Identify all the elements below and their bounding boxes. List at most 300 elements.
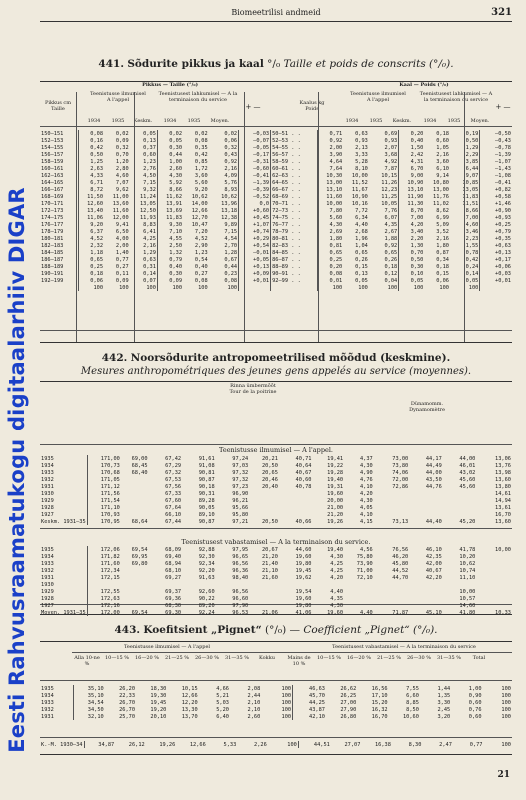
t441-cell: +0,29 bbox=[239, 235, 271, 242]
t441-cell: 9,07 bbox=[450, 172, 480, 179]
t441-cell: 5,76 bbox=[209, 179, 239, 186]
t441-cell: 6,99 bbox=[436, 214, 449, 221]
t441-appel-left: Teenistusse ilmumisel A l'appel bbox=[90, 91, 146, 103]
t441-cell: 4,60 bbox=[115, 172, 129, 179]
t441-cell: +0,05 bbox=[239, 256, 271, 263]
t441-cell: 0,25 bbox=[329, 256, 343, 263]
t442-appel-cell: 13,76 bbox=[495, 462, 511, 469]
t442-service-cell: 19,60 bbox=[295, 553, 312, 560]
t441-header-rule bbox=[40, 126, 512, 127]
t442-service-cell: 68,94 bbox=[165, 560, 182, 567]
t441-row bbox=[40, 165, 512, 172]
t441-cell: 0,42 bbox=[450, 256, 480, 263]
t443-cell: 2,45 bbox=[437, 706, 451, 713]
t443-cell: 12,20 bbox=[181, 699, 198, 706]
t441-cell: 100 bbox=[439, 284, 449, 291]
t442-appel-cell: 67,29 bbox=[165, 462, 182, 469]
t441-cell: 0,19 bbox=[450, 130, 480, 137]
t443-col-head: 26—30 % bbox=[194, 655, 220, 661]
t441-cell: 2,70 bbox=[209, 242, 239, 249]
t443-avg-cell: 5,33 bbox=[223, 741, 237, 748]
t441-cell: —0,01 bbox=[239, 249, 271, 256]
t442-service-cell: 4,40 bbox=[330, 588, 344, 595]
t443-avg-cell: 26,12 bbox=[128, 741, 145, 748]
t441-cell: 4,33 bbox=[90, 172, 104, 179]
t441-cell: 0,85 bbox=[194, 158, 208, 165]
t442-service-cell: 92,88 bbox=[198, 546, 215, 553]
t441-cell: +0,35 bbox=[495, 235, 511, 242]
t441-cell: 10,05 bbox=[369, 200, 399, 207]
t441-cell: 9,14 bbox=[436, 172, 449, 179]
t441-row bbox=[40, 270, 512, 277]
t443-group-rule bbox=[72, 652, 512, 653]
t441-cell: 11,50 bbox=[87, 193, 104, 200]
t441-cell: 4,54 bbox=[209, 235, 239, 242]
t441-cell: 0,13 bbox=[130, 137, 158, 144]
t443-cell: 100 bbox=[501, 713, 511, 720]
t441-cell: 2,16 bbox=[130, 242, 158, 249]
t442-service-cell: 19,54 bbox=[295, 588, 312, 595]
t442-appel-cell: 68,40 bbox=[131, 469, 148, 476]
t441-cell: 0,32 bbox=[115, 144, 129, 151]
t443-cell: 26,20 bbox=[119, 685, 136, 692]
t443-cell: 1934 bbox=[40, 692, 73, 699]
t442-service-cell bbox=[374, 602, 410, 609]
t441-cell: —1,08 bbox=[495, 172, 511, 179]
t442-appel-cell bbox=[443, 511, 477, 518]
t442-appel-cell: 19,28 bbox=[327, 469, 344, 476]
t442-appel-cell: 19,41 bbox=[327, 455, 344, 462]
table-443-avg bbox=[40, 741, 512, 748]
t442-service-cell bbox=[409, 588, 443, 595]
t441-cell: 166—167 bbox=[40, 186, 78, 193]
t442-service-cell: 171,82 bbox=[100, 553, 120, 560]
t442-service-cell: 172,55 bbox=[100, 588, 120, 595]
t441-cell: 0,26 bbox=[369, 256, 399, 263]
t442-service-cell: Moyen. 1931—35 bbox=[41, 609, 86, 616]
t441-cell: 1,72 bbox=[194, 165, 208, 172]
t443-cell: 16,56 bbox=[371, 685, 388, 692]
t441-cell: 2,32 bbox=[90, 242, 104, 249]
t442-appel-row bbox=[40, 497, 512, 504]
t441-cell: 0,69 bbox=[369, 130, 399, 137]
t441-cell: 68—69 . . bbox=[271, 193, 318, 200]
t443-cell: 26,70 bbox=[119, 706, 136, 713]
t441-cell: 0,71 bbox=[329, 130, 343, 137]
t441-cell: 184—185 bbox=[40, 249, 78, 256]
t443-cell: 100 bbox=[501, 692, 511, 699]
t442-appel-cell: 4,76 bbox=[359, 476, 373, 483]
t442-appel-cell: 67,56 bbox=[165, 483, 182, 490]
t441-cell: 8,62 bbox=[436, 207, 449, 214]
t442-service-cell: 44,60 bbox=[295, 546, 312, 553]
t442-service-cell: 4,25 bbox=[330, 560, 344, 567]
t441-cell: 4,20 bbox=[410, 221, 424, 228]
t441-cell: 12,70 bbox=[191, 214, 208, 221]
t441-cell: 12,38 bbox=[209, 214, 239, 221]
t442-service-cell: 41,78 bbox=[459, 546, 476, 553]
t441-cell: 1,00 bbox=[169, 158, 183, 165]
t441-cell: 0,04 bbox=[369, 277, 399, 284]
t441-cell: +0,13 bbox=[239, 263, 271, 270]
t442-appel-cell: 13,60 bbox=[495, 476, 511, 483]
t443-col-head: 10—15 % bbox=[316, 655, 342, 661]
t442-appel-cell bbox=[374, 497, 410, 504]
t442-service-cell: 172,63 bbox=[100, 595, 120, 602]
t441-cell: 6,44 bbox=[450, 165, 480, 172]
table-443-title-unit: (°/₀) bbox=[264, 624, 287, 636]
t442-service-cell: 96,36 bbox=[232, 567, 249, 574]
t442-appel-cell: 73,13 bbox=[392, 518, 409, 525]
t441-cell: 0,05 bbox=[355, 277, 368, 284]
t441-cell: 0,05 bbox=[450, 277, 480, 284]
t442-appel-cell: 171,05 bbox=[100, 476, 120, 483]
t442-appel-cell: 14,94 bbox=[495, 497, 511, 504]
t441-appel-right: Teenistusse ilmumisel A l'appel bbox=[350, 91, 406, 103]
t443-cell: 1933 bbox=[40, 699, 73, 706]
t441-cell: 0,01 bbox=[329, 277, 343, 284]
t441-cell: 0,15 bbox=[436, 270, 449, 277]
t441-cell: 0,43 bbox=[209, 151, 239, 158]
t441-cell: —1,39 bbox=[239, 179, 271, 186]
t441-cell: 4,64 bbox=[329, 158, 343, 165]
t441-moyen-d: Moyen. bbox=[470, 118, 490, 124]
t442-service-cell: 172,15 bbox=[100, 574, 120, 581]
t441-cell: 13,00 bbox=[433, 186, 449, 193]
t441-row bbox=[40, 186, 512, 193]
t441-cell: 100 bbox=[450, 284, 480, 291]
t441-cell: 0,10 bbox=[410, 270, 424, 277]
t441-cell: 52—53 . . bbox=[271, 137, 318, 144]
t441-cell: 2,42 bbox=[410, 151, 424, 158]
t441-cell: 11,93 bbox=[130, 214, 158, 221]
t442-service-cell: 21,40 bbox=[261, 560, 278, 567]
t441-cell: 9,20 bbox=[90, 221, 104, 228]
t441-cell: 158—159 bbox=[40, 158, 78, 165]
t443-avg-rule bbox=[40, 737, 512, 738]
t442-appel-cell: 45,60 bbox=[459, 476, 476, 483]
t441-row bbox=[40, 144, 512, 151]
t443-cell: 19,20 bbox=[150, 706, 167, 713]
t442-service-cell: 69,95 bbox=[131, 553, 148, 560]
t443-cell: 19,30 bbox=[150, 692, 167, 699]
t441-cell: 76—77 . . bbox=[271, 221, 318, 228]
t442-service-cell: 21,10 bbox=[261, 567, 278, 574]
t442-service-cell: 71,00 bbox=[356, 567, 373, 574]
running-head-title: Biomeetrilisi andmeid bbox=[231, 8, 321, 17]
t441-cell: 13,69 bbox=[166, 207, 183, 214]
t442-service-cell: 1927 bbox=[40, 602, 87, 609]
t441-cell: 1,80 bbox=[436, 242, 449, 249]
t442-appel-cell: 45,60 bbox=[459, 483, 476, 490]
t442-appel-cell: 20,00 bbox=[327, 497, 344, 504]
t442-service-cell bbox=[344, 602, 374, 609]
t442-service-cell: 1935 bbox=[40, 546, 87, 553]
table-443-title-et: Koefitsient „Pignet“ bbox=[143, 624, 262, 636]
t442-service-cell: 72,10 bbox=[356, 574, 373, 581]
t441-cell: 2,60 bbox=[169, 165, 183, 172]
t441-cell: 180—181 bbox=[40, 235, 78, 242]
t443-cell: 3,20 bbox=[437, 713, 451, 720]
t443-col-head: Mains de 10 % bbox=[287, 655, 311, 667]
t443-cell: 1931 bbox=[40, 713, 73, 720]
t442-appel-row bbox=[40, 469, 512, 476]
t443-cell: 34,54 bbox=[87, 699, 104, 706]
t441-cell: 100 bbox=[369, 284, 399, 291]
t441-cell: 0,02 bbox=[115, 130, 129, 137]
t442-appel-cell: 13,80 bbox=[495, 483, 511, 490]
t441-cell: +0,82 bbox=[495, 186, 511, 193]
t443-row bbox=[40, 685, 512, 692]
t441-cell: —1,39 bbox=[495, 151, 511, 158]
t443-cell: 13,30 bbox=[181, 706, 198, 713]
t441-cell: 8,66 bbox=[450, 207, 480, 214]
t442-service-cell: 92,34 bbox=[198, 560, 215, 567]
t442-appel-cell: 90,81 bbox=[198, 469, 215, 476]
t443-cell: 2,60 bbox=[247, 713, 261, 720]
t442-service-cell: 1931 bbox=[40, 574, 87, 581]
t441-cell: 1,80 bbox=[329, 235, 343, 242]
t442-service-cell bbox=[443, 581, 477, 588]
t441-cell: 1,32 bbox=[169, 249, 183, 256]
t441-cell: 164—165 bbox=[40, 179, 78, 186]
t441-cell: 12,00 bbox=[112, 214, 129, 221]
t441-cell: 3,85 bbox=[450, 158, 480, 165]
t441-cell: 3,68 bbox=[369, 151, 399, 158]
t441-cell: 88—89 . . bbox=[271, 263, 318, 270]
t441-cell: 152—153 bbox=[40, 137, 78, 144]
t442-appel-cell: 1934 bbox=[40, 462, 87, 469]
running-head bbox=[40, 6, 512, 22]
t441-cell: 0,40 bbox=[410, 137, 424, 144]
t441-cell: 9,62 bbox=[115, 186, 129, 193]
t441-cell: 50—51 . . bbox=[271, 130, 318, 137]
t441-cell: 100 bbox=[93, 284, 104, 291]
t441-cell: 0,63 bbox=[355, 130, 368, 137]
t441-cell: 7,15 bbox=[130, 179, 158, 186]
t441-cell: 0,50 bbox=[410, 256, 424, 263]
t442-appel-cell: 74,06 bbox=[392, 469, 409, 476]
t443-cell: 18,30 bbox=[150, 685, 167, 692]
t443-avg-cell: 100 bbox=[268, 741, 299, 748]
t441-cell: 11,67 bbox=[351, 186, 368, 193]
t443-col-head: 26—30 % bbox=[406, 655, 432, 661]
t441-cell: 188—189 bbox=[40, 263, 78, 270]
t441-cell: 4,50 bbox=[130, 172, 158, 179]
t443-cell: 8,85 bbox=[406, 699, 419, 706]
t442-appel-cell: 67,64 bbox=[165, 504, 182, 511]
t442-service-cell: 68,30 bbox=[165, 602, 182, 609]
t441-stub-right: Kaalus kg Poids bbox=[299, 100, 325, 112]
t442-service-cell bbox=[409, 595, 443, 602]
t442-service-cell: 69,37 bbox=[165, 588, 182, 595]
t441-cell: 4,31 bbox=[410, 158, 424, 165]
t442-appel-cell: 95,80 bbox=[232, 511, 249, 518]
t442-appel-cell: 21,00 bbox=[327, 504, 344, 511]
t441-cell: 11,06 bbox=[87, 214, 104, 221]
t441-plusminus-right: + — bbox=[495, 103, 511, 111]
t443-cell: 100 bbox=[501, 706, 511, 713]
table-441-title-et: Sõdurite pikkus ja kaal bbox=[127, 58, 264, 70]
t441-cell: —0,50 bbox=[495, 130, 511, 137]
t441-cell: 1,23 bbox=[130, 158, 158, 165]
t441-cell: +0,60 bbox=[239, 207, 271, 214]
t442-appel-cell bbox=[409, 504, 443, 511]
t441-cell: +0,13 bbox=[495, 249, 511, 256]
t441-cell: 5,60 bbox=[194, 179, 208, 186]
t442-service-cell: 69,27 bbox=[165, 574, 182, 581]
t443-cell: 5,21 bbox=[216, 692, 229, 699]
t441-cell: 0,78 bbox=[450, 249, 480, 256]
t441-cell: 11,62 bbox=[166, 193, 183, 200]
t441-cell: 2,90 bbox=[194, 242, 208, 249]
t441-cell: 4,30 bbox=[329, 221, 343, 228]
t441-cell: 0,0 bbox=[239, 200, 271, 207]
t442-service-cell: 19,80 bbox=[295, 560, 312, 567]
t441-cell: 70—71 . . bbox=[271, 200, 318, 207]
t441-cell: 1,20 bbox=[115, 158, 129, 165]
t442-appel-cell bbox=[374, 504, 410, 511]
t442-service-cell bbox=[344, 588, 374, 595]
t441-cell: 7,10 bbox=[169, 228, 183, 235]
t442-appel-cell: 90,05 bbox=[198, 504, 215, 511]
t441-row bbox=[40, 207, 512, 214]
t441-cell: 10,47 bbox=[191, 221, 208, 228]
t442-appel-cell: 4,30 bbox=[359, 462, 373, 469]
t442-service-cell: 44,70 bbox=[392, 574, 409, 581]
t442-appel-cell: 4,10 bbox=[359, 483, 373, 490]
t442-service-cell: 96,56 bbox=[232, 560, 249, 567]
t442-appel-cell: 90,87 bbox=[198, 518, 215, 525]
t442-service-cell: 96,65 bbox=[232, 553, 249, 560]
t442-service-cell: 69,54 bbox=[131, 609, 148, 616]
t443-col-head: Alla 10-ne % bbox=[74, 655, 100, 667]
t441-cell: 6,10 bbox=[436, 165, 449, 172]
t441-cell: 8,10 bbox=[355, 165, 368, 172]
t441-cell: 11,60 bbox=[326, 193, 343, 200]
t441-plusminus-left: + — bbox=[245, 103, 261, 111]
t442-appel-cell: 97,03 bbox=[232, 462, 249, 469]
t441-cell: 156—157 bbox=[40, 151, 78, 158]
t441-cell: 0,92 bbox=[369, 242, 399, 249]
t442-service-row bbox=[40, 546, 512, 553]
t441-cell: 11,83 bbox=[166, 214, 183, 221]
t443-cell: 1935 bbox=[40, 685, 73, 692]
t441-cell: 192—199 bbox=[40, 277, 78, 284]
t441-cell: +0,79 bbox=[495, 228, 511, 235]
t441-cell: +0,01 bbox=[495, 277, 511, 284]
t442-appel-cell: 44,00 bbox=[459, 455, 476, 462]
t441-cell: 13,40 bbox=[87, 207, 104, 214]
t441-row bbox=[40, 284, 512, 291]
t442-band-service: Teenistusest vabastamisel — A la terminaison du service. bbox=[181, 538, 371, 546]
t442-appel-cell bbox=[121, 504, 149, 511]
t442-appel-cell: 16,70 bbox=[495, 511, 511, 518]
t442-appel-cell: 43,02 bbox=[459, 469, 476, 476]
t441-cell: 3,90 bbox=[329, 151, 343, 158]
t441-cell: 0,35 bbox=[194, 144, 208, 151]
t441-cell: 92—99 . . bbox=[271, 277, 318, 284]
t441-cell: 3,46 bbox=[450, 228, 480, 235]
t441-cell: 3,40 bbox=[410, 228, 424, 235]
t441-cell: 7,72 bbox=[355, 207, 368, 214]
t441-cell: +0,54 bbox=[239, 242, 271, 249]
t441-cell: 74—75 . . bbox=[271, 214, 318, 221]
t441-cell: 11,25 bbox=[369, 193, 399, 200]
t441-cell: 0,31 bbox=[130, 263, 158, 270]
t441-cell: 7,00 bbox=[410, 214, 424, 221]
t442-appel-cell: 20,40 bbox=[261, 483, 278, 490]
t442-header-rule bbox=[40, 444, 512, 445]
t442-service-cell: 89,20 bbox=[198, 602, 215, 609]
t442-appel-cell: 89,28 bbox=[198, 497, 215, 504]
t441-cell: 0,18 bbox=[90, 270, 104, 277]
t441-cell: +0,17 bbox=[495, 256, 511, 263]
t442-service-cell: 96,60 bbox=[232, 595, 249, 602]
t441-cell: 6,70 bbox=[410, 165, 424, 172]
t441-row bbox=[40, 256, 512, 263]
t441-cell: 0,02 bbox=[169, 130, 183, 137]
t442-service-cell: 172,06 bbox=[100, 546, 120, 553]
t441-cell: 2,23 bbox=[450, 235, 480, 242]
t443-cell: 0,90 bbox=[468, 692, 482, 699]
t442-service-cell: 4,20 bbox=[330, 574, 344, 581]
t441-cell: 0,08 bbox=[329, 270, 343, 277]
t442-service-row bbox=[40, 595, 512, 602]
t443-cell: 100 bbox=[261, 692, 292, 699]
t441-cell: 56—57 . . bbox=[271, 151, 318, 158]
t441-cell: 0,16 bbox=[90, 137, 104, 144]
t443-cell: 100 bbox=[501, 685, 511, 692]
table-442-title-et: Noorsõdurite antropomeetrilised mõõdud (keskmine). bbox=[130, 352, 451, 364]
t443-col-head: 21—25 % bbox=[376, 655, 402, 661]
t441-year-1935-d: 1935 bbox=[447, 118, 461, 124]
t441-year-1935-a: 1935 bbox=[111, 118, 125, 124]
t442-service-cell: 46,10 bbox=[425, 546, 442, 553]
t441-col-rule bbox=[244, 92, 245, 342]
t443-cell: 1,00 bbox=[468, 685, 482, 692]
t442-service-cell bbox=[344, 581, 374, 588]
t441-cell: 6,34 bbox=[355, 214, 368, 221]
t443-col-head: 31—35 % bbox=[224, 655, 250, 661]
t442-service-cell: 69,54 bbox=[131, 546, 148, 553]
t443-row bbox=[40, 692, 512, 699]
t443-avg-cell: 2,47 bbox=[439, 741, 452, 748]
t441-cell: 0,42 bbox=[90, 144, 104, 151]
t441-cell: 5,60 bbox=[329, 214, 343, 221]
t442-appel-cell bbox=[121, 511, 149, 518]
t441-cell: 162—163 bbox=[40, 172, 78, 179]
t443-cell: 43,87 bbox=[309, 706, 325, 713]
t442-service-cell bbox=[121, 602, 149, 609]
t442-appel-cell: 68,45 bbox=[131, 462, 148, 469]
t441-cell: 0,65 bbox=[369, 249, 399, 256]
t441-cell: 10,16 bbox=[351, 200, 368, 207]
t441-cell: 5,92 bbox=[169, 179, 183, 186]
t443-cell: 46,63 bbox=[309, 685, 325, 692]
t442-appel-cell: 97,21 bbox=[232, 518, 249, 525]
t441-cell: 0,12 bbox=[369, 270, 399, 277]
t442-appel-cell bbox=[121, 490, 149, 497]
t442-service-cell: 46,20 bbox=[392, 553, 409, 560]
t442-appel-cell: 40,67 bbox=[295, 469, 312, 476]
t441-cell: 0,44 bbox=[169, 151, 183, 158]
t443-cell: 100 bbox=[261, 713, 292, 720]
t441-cell: 0,79 bbox=[169, 256, 183, 263]
t441-row bbox=[40, 214, 512, 221]
t442-appel-cell: 20,21 bbox=[261, 455, 278, 462]
t442-appel-cell: 45,20 bbox=[459, 518, 476, 525]
